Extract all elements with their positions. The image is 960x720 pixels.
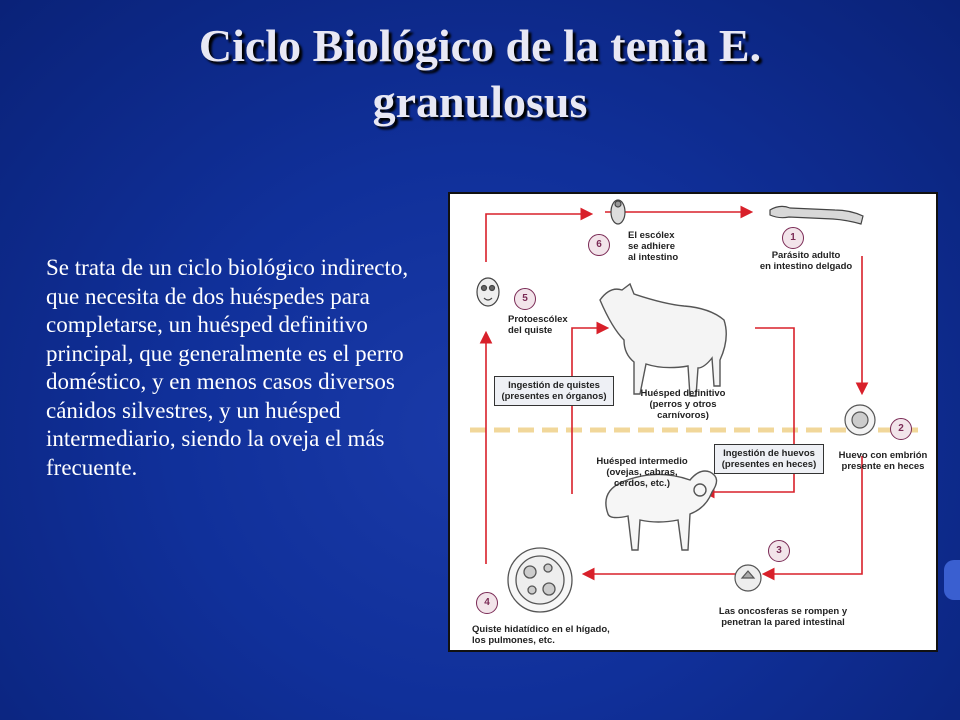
stage-3-number: 3 <box>768 540 790 562</box>
intermediate-host-line3: cerdos, etc.) <box>614 478 670 489</box>
stage-6-label-line3: al intestino <box>628 252 679 263</box>
slide-side-decoration <box>944 560 960 600</box>
stage-6-label-line2: se adhiere <box>628 241 675 252</box>
slide-title <box>60 18 900 130</box>
definitive-host-line2: (perros y otros <box>649 399 717 410</box>
hydatid-cyst-icon <box>508 548 572 612</box>
egg-ingestion-box <box>714 444 824 474</box>
definitive-host-label <box>628 388 738 421</box>
egg-ingestion-line1: Ingestión de huevos <box>723 448 815 459</box>
stage-1-label-line1: Parásito adulto <box>771 250 841 261</box>
stage-4-label-line2: los pulmones, etc. <box>472 635 555 646</box>
cyst-ingestion-line1: Ingestión de quistes <box>508 380 600 391</box>
slide-body-text: Se trata de un ciclo biológico indirecto, que necesita de dos huéspedes para completarse, un huésped definitivo principal, que generalmente es el perro doméstico, y en menos casos diversos cánidos silvestres, y un huésped intermediario, siendo la oveja el más frecuente. <box>46 255 409 480</box>
stage-3-label-line2: penetran la pared intestinal <box>721 617 845 628</box>
stage-4-label <box>472 624 610 646</box>
stage-1-label-line2: en intestino delgado <box>759 261 853 272</box>
stage-6-label-line1: El escólex <box>628 230 675 241</box>
stage-1-label <box>746 250 866 272</box>
intermediate-host-line2: (ovejas, cabras, <box>606 467 678 478</box>
stage-3-label <box>708 606 858 628</box>
egg-ingestion-line2: (presentes en heces) <box>721 459 817 470</box>
stage-6-label <box>628 230 678 263</box>
stage-4-number: 4 <box>476 592 498 614</box>
stage-2-label-line2: presente en heces <box>841 461 925 472</box>
life-cycle-diagram <box>448 192 938 652</box>
definitive-host-line1: Huésped definitivo <box>640 388 726 399</box>
slide-title-line2: granulosus <box>372 76 588 127</box>
stage-4-label-line1: Quiste hidatídico en el hígado, <box>472 624 610 635</box>
definitive-host-line3: carnívoros) <box>657 410 709 421</box>
oncosphere-icon <box>735 565 761 591</box>
scolex-icon <box>611 200 625 224</box>
arrow-5-to-6 <box>486 214 590 262</box>
cyst-ingestion-line2: (presentes en órganos) <box>501 391 607 402</box>
stage-2-label-line1: Huevo con embrión <box>838 450 928 461</box>
dog-icon <box>600 284 726 396</box>
stage-2-label <box>828 450 938 472</box>
intermediate-host-label <box>592 456 692 489</box>
adult-tapeworm-icon <box>770 206 863 224</box>
stage-5-number: 5 <box>514 288 536 310</box>
stage-6-number: 6 <box>588 234 610 256</box>
egg-icon <box>845 405 875 435</box>
cyst-ingestion-box <box>494 376 614 406</box>
protoscolex-icon <box>477 278 499 306</box>
intermediate-host-line1: Huésped intermedio <box>596 456 688 467</box>
stage-5-label-line2: del quiste <box>508 325 553 336</box>
stage-3-label-line1: Las oncosferas se rompen y <box>718 606 848 617</box>
slide-title-line1: Ciclo Biológico de la tenia E. <box>198 20 762 71</box>
stage-2-number: 2 <box>890 418 912 440</box>
stage-1-number: 1 <box>782 227 804 249</box>
stage-5-label-line1: Protoescólex <box>508 314 568 325</box>
stage-5-label <box>508 314 568 336</box>
